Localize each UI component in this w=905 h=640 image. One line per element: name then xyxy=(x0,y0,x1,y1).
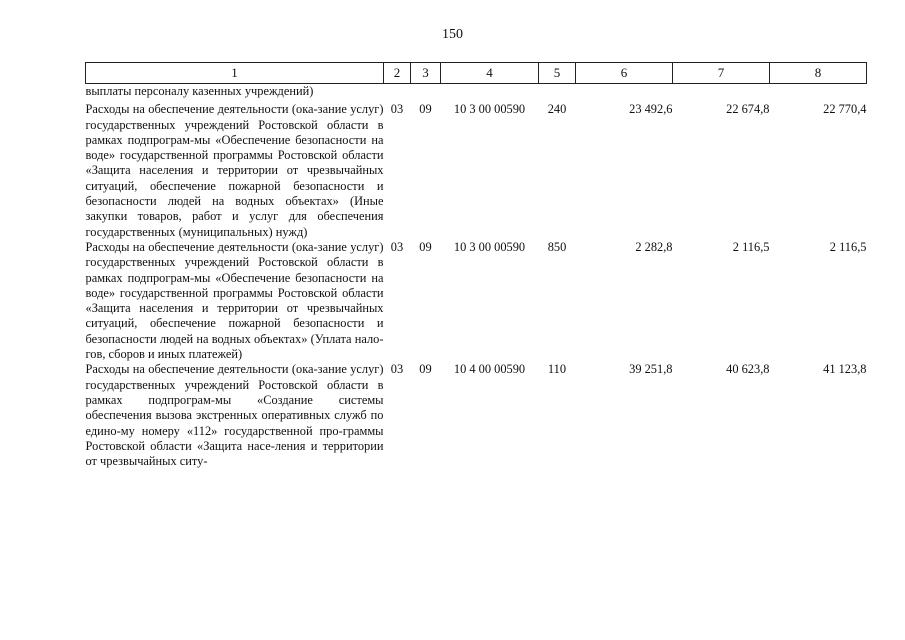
row-subsection-code: 09 xyxy=(419,102,432,117)
row-amount-col8: 22 770,4 xyxy=(823,102,867,117)
row-amount-col7: 22 674,8 xyxy=(726,102,770,117)
table-row xyxy=(86,102,867,240)
row-target-article: 10 3 00 00590 xyxy=(453,102,526,117)
header-row xyxy=(86,63,867,84)
row-subsection-code: 09 xyxy=(419,362,432,377)
row-section-code: 03 xyxy=(390,362,404,377)
page-number: 150 xyxy=(442,27,463,42)
row-amount-col8: 2 116,5 xyxy=(829,239,867,254)
row-amount-col7: 40 623,8 xyxy=(726,362,770,377)
column-header-7: 7 xyxy=(673,63,770,84)
row-section-code: 03 xyxy=(390,239,404,254)
row-amount-col7: 2 116,5 xyxy=(732,239,770,254)
row-target-article: 10 3 00 00590 xyxy=(453,239,526,254)
budget-table xyxy=(85,62,867,469)
row-expense-type: 110 xyxy=(547,362,567,377)
row-subsection-code: 09 xyxy=(419,239,432,254)
continuation-description: выплаты персоналу казенных учреждений) xyxy=(85,84,314,98)
row-amount-col6: 2 282,8 xyxy=(635,239,673,254)
row-target-article: 10 4 00 00590 xyxy=(453,362,526,377)
column-header-8: 8 xyxy=(770,63,867,84)
column-header-1: 1 xyxy=(86,63,384,84)
table-row xyxy=(86,240,867,362)
row-amount-col6: 39 251,8 xyxy=(629,362,673,377)
column-header-4: 4 xyxy=(441,63,539,84)
column-header-2: 2 xyxy=(384,63,411,84)
continuation-row xyxy=(86,84,867,103)
table-row xyxy=(86,362,867,469)
column-header-5: 5 xyxy=(539,63,576,84)
row-expense-type: 850 xyxy=(547,239,567,254)
row-description: Расходы на обеспечение деятельности (ока-зание услуг) государственных учреждений Ростовской области в рамках подпрограм-мы «Обеспечение безопасности на воде» государственной программы Ростовской области «Защита населения и территории от чрезвычайных ситуаций, обеспечение пожарной безопасности и безопасности людей на водных объектах» (Уплата нало-гов, сборов и иных платежей) xyxy=(85,239,384,362)
row-expense-type: 240 xyxy=(547,102,567,117)
row-description: Расходы на обеспечение деятельности (ока-зание услуг) государственных учреждений Ростовской области в рамках подпрограм-мы «Обеспечение безопасности на воде» государственной программы Ростовской области «Защита населения и территории от чрезвычайных ситуаций, обеспечение пожарной безопасности и безопасности людей на водных объектах» (Иные закупки товаров, работ и услуг для обеспечения государственных (муниципальных) нужд) xyxy=(85,102,384,239)
row-amount-col8: 41 123,8 xyxy=(823,362,867,377)
row-section-code: 03 xyxy=(390,102,404,117)
column-header-6: 6 xyxy=(576,63,673,84)
row-description: Расходы на обеспечение деятельности (ока-зание услуг) государственных учреждений Ростовской области в рамках подпрограм-мы «Создание системы обеспечения вызова экстренных оперативных служб по едино-му номеру «112» государственной про-граммы Ростовской области «Защита насе-ления и территории от чрезвычайных ситу- xyxy=(85,362,384,469)
row-amount-col6: 23 492,6 xyxy=(629,102,673,117)
column-header-3: 3 xyxy=(411,63,441,84)
